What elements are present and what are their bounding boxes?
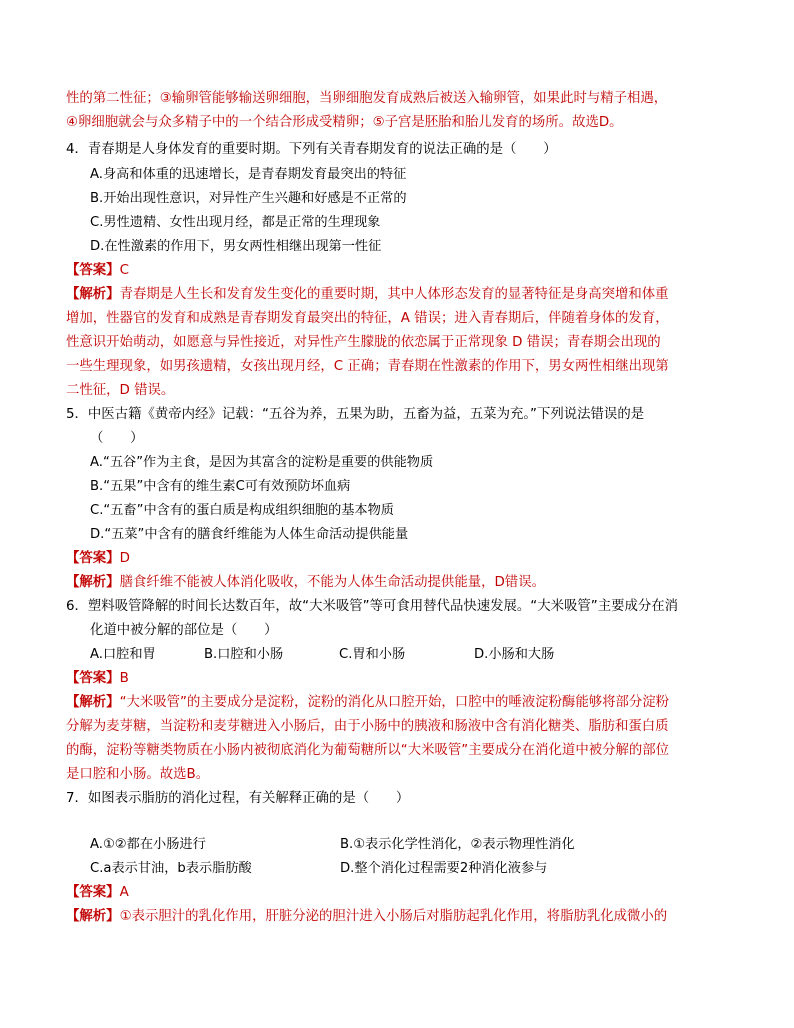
question-4-analysis-line-4: 一些生理现象，如男孩遗精，女孩出现月经，C 正确；青春期在性激素的作用下，男女两性相继出现第 — [66, 359, 669, 374]
question-5-option-b: B.“五果”中含有的维生素C可有效预防坏血病 — [90, 479, 351, 494]
question-4-option-c: C.男性遗精、女性出现月经，都是正常的生理现象 — [90, 215, 381, 230]
question-5-stem-blank: （ ） — [90, 431, 144, 446]
question-6-option-b: B.口腔和小肠 — [204, 647, 284, 662]
analysis-text: ①表示胆汁的乳化作用，肝脏分泌的胆汁进入小肠后对脂肪起乳化作用，将脂肪乳化成微小的 — [119, 909, 668, 924]
question-4-answer — [66, 262, 129, 280]
answer-tag: 【答案】 — [66, 885, 120, 900]
question-5-option-a: A.“五谷”作为主食，是因为其富含的淀粉是重要的供能物质 — [90, 455, 434, 470]
question-6-option-a: A.口腔和胃 — [90, 647, 156, 662]
answer-value: B — [119, 671, 129, 686]
question-4-option-b: B.开始出现性意识，对异性产生兴趣和好感是不正常的 — [90, 191, 407, 206]
question-5-option-d: D.“五菜”中含有的膳食纤维能为人体生命活动提供能量 — [90, 527, 409, 542]
question-6-stem-line-2: 化道中被分解的部位是（ ） — [90, 623, 278, 638]
question-4-analysis-line-3: 性意识开始萌动，如愿意与异性接近，对异性产生朦胧的依恋属于正常现象 D 错误；青春期会出现的 — [66, 335, 661, 350]
analysis-text: 膳食纤维不能被人体消化吸收，不能为人体生命活动提供能量，D错误。 — [119, 575, 545, 590]
analysis-tag: 【解析】 — [66, 909, 120, 924]
question-5-option-c: C.“五畜”中含有的蛋白质是构成组织细胞的基本物质 — [90, 503, 394, 518]
answer-tag: 【答案】 — [66, 551, 120, 566]
question-6-analysis-line-2: 分解为麦芽糖，当淀粉和麦芽糖进入小肠后，由于小肠中的胰液和肠液中含有消化糖类、脂肪和蛋白质 — [66, 719, 669, 734]
question-7-option-a: A.①②都在小肠进行 — [90, 837, 206, 852]
question-4-analysis-line-2: 增加，性器官的发育和成熟是青春期发育最突出的特征，A 错误；进入青春期后，伴随着身体的发育， — [66, 311, 669, 326]
question-5-answer — [66, 550, 130, 568]
analysis-tag: 【解析】 — [66, 287, 120, 302]
question-4-stem: 4．青春期是人身体发育的重要时期。下列有关青春期发育的说法正确的是（ ） — [66, 142, 557, 157]
question-6-analysis-line-4: 是口腔和小肠。故选B。 — [66, 767, 210, 782]
analysis-text: 青春期是人生长和发育发生变化的重要时期，其中人体形态发育的显著特征是身高突增和体重 — [119, 287, 669, 302]
question-4-option-a: A.身高和体重的迅速增长，是青春期发育最突出的特征 — [90, 167, 407, 182]
analysis-text: “大米吸管”的主要成分是淀粉，淀粉的消化从口腔开始，口腔中的唾液淀粉酶能够将部分淀粉 — [119, 695, 670, 710]
answer-value: D — [119, 551, 130, 566]
question-4-analysis-line-5: 二性征，D 错误。 — [66, 383, 175, 398]
answer-value: C — [119, 263, 129, 278]
question-5-stem: 5．中医古籍《黄帝内经》记载：“五谷为养，五果为助，五畜为益，五菜为充。”下列说法错误的是 — [66, 407, 645, 422]
question-6-option-d: D.小肠和大肠 — [474, 647, 555, 662]
analysis-tag: 【解析】 — [66, 695, 120, 710]
question-4-option-d: D.在性激素的作用下，男女两性相继出现第一性征 — [90, 239, 382, 254]
question-7-answer — [66, 884, 129, 902]
question-7-option-b: B.①表示化学性消化，②表示物理性消化 — [340, 837, 575, 852]
question-7-analysis-line-1 — [66, 908, 667, 926]
question-6-stem: 6．塑料吸管降解的时间长达数百年，故“大米吸管”等可食用替代品快速发展。“大米吸管”主要成分在消 — [66, 599, 679, 614]
analysis-continuation-line-1: 性的第二性征；③输卵管能够输送卵细胞，当卵细胞发育成熟后被送入输卵管，如果此时与精子相遇， — [66, 91, 668, 106]
answer-tag: 【答案】 — [66, 671, 120, 686]
question-7-option-d: D.整个消化过程需要2种消化液参与 — [340, 861, 548, 876]
question-7-option-c: C.a表示甘油，b表示脂肪酸 — [90, 861, 252, 876]
analysis-continuation-line-2: ④卵细胞就会与众多精子中的一个结合形成受精卵；⑤子宫是胚胎和胎儿发育的场所。故选D。 — [66, 115, 623, 130]
question-6-analysis-line-3: 的酶，淀粉等糖类物质在小肠内被彻底消化为葡萄糖所以“大米吸管”主要成分在消化道中被分解的部位 — [66, 743, 670, 758]
question-7-stem: 7．如图表示脂肪的消化过程，有关解释正确的是（ ） — [66, 791, 410, 806]
question-6-answer — [66, 670, 129, 688]
question-6-option-c: C.胃和小肠 — [339, 647, 406, 662]
question-6-analysis-line-1 — [66, 694, 669, 712]
analysis-tag: 【解析】 — [66, 575, 120, 590]
answer-tag: 【答案】 — [66, 263, 120, 278]
question-5-analysis-line-1 — [66, 574, 545, 592]
answer-value: A — [119, 885, 129, 900]
question-4-analysis-line-1 — [66, 286, 669, 304]
